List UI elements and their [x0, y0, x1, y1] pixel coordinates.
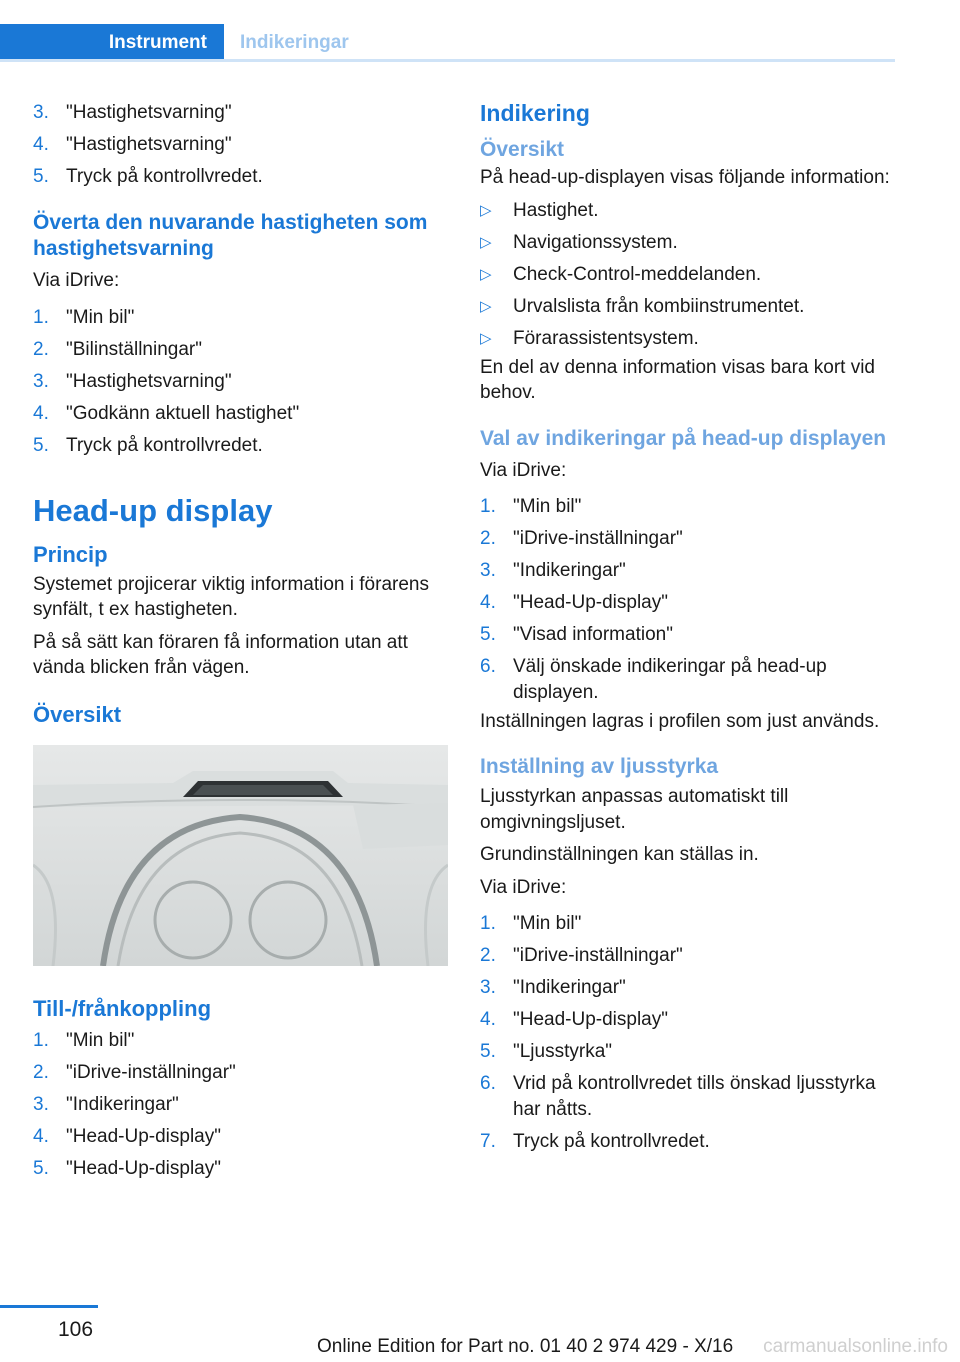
list-number: 2.: [33, 1061, 49, 1083]
triangle-right-outline-icon: ▷: [480, 233, 492, 251]
list-number: 1.: [480, 913, 496, 934]
info-bullet-list: [480, 198, 900, 352]
list-item: [33, 100, 448, 126]
list-item: [480, 911, 900, 937]
right-column: [480, 100, 900, 1161]
list-text: Vrid på kontrollvredet tills önskad ljusstyrka har nåtts.: [513, 1073, 876, 1120]
list-text: "Min bil": [513, 913, 582, 934]
watermark: carmanualsonline.info: [763, 1336, 948, 1357]
list-text: "Head-Up-display": [66, 1125, 221, 1147]
list-number: 4.: [33, 1125, 49, 1147]
list-item: [33, 132, 448, 158]
tab-instrument[interactable]: Instrument: [0, 24, 224, 62]
header-rule: [0, 59, 895, 62]
list-number: 2.: [480, 945, 496, 966]
via-idrive-3: Via iDrive:: [480, 876, 567, 898]
list-text: "Head-Up-display": [513, 592, 668, 613]
triangle-right-outline-icon: ▷: [480, 265, 492, 283]
left-column: [33, 100, 448, 1188]
hud-dashboard-image: [33, 745, 448, 966]
bullet-text: Förarassistentsystem.: [513, 327, 699, 349]
list-item: [33, 337, 448, 363]
list-text: Tryck på kontrollvredet.: [513, 1130, 710, 1152]
steps-hastighetsvarning: [33, 100, 448, 190]
list-text: "Head-Up-display": [513, 1009, 668, 1030]
list-text: "Indikeringar": [513, 977, 626, 998]
list-number: 6.: [480, 656, 496, 677]
list-number: 1.: [480, 496, 496, 517]
list-item: [33, 369, 448, 395]
list-item: [480, 1039, 900, 1065]
oversikt-text: På head-up-displayen visas följande information:: [480, 167, 890, 188]
bullet-text: Navigationssystem.: [513, 231, 678, 253]
del-text: En del av denna information visas bara kort vid behov.: [480, 356, 875, 403]
list-text: "Godkänn aktuell hastighet": [66, 402, 300, 424]
tab-indikeringar[interactable]: Indikeringar: [240, 32, 349, 53]
triangle-right-outline-icon: ▷: [480, 297, 492, 315]
list-item: [33, 1028, 448, 1054]
steps-till-fran: [33, 1028, 448, 1182]
lagras-text: Inställningen lagras i profilen som just används.: [480, 710, 880, 732]
steps-ljusstyrka: [480, 911, 900, 1154]
bullet-text: Check-Control-meddelanden.: [513, 263, 762, 285]
list-text: "Hastighetsvarning": [66, 134, 232, 155]
list-item: [480, 526, 900, 552]
list-number: 5.: [33, 166, 49, 187]
list-item: [33, 401, 448, 427]
list-item: [480, 494, 900, 520]
list-number: 6.: [480, 1073, 496, 1094]
list-number: 1.: [33, 1029, 49, 1051]
list-item: [33, 1060, 448, 1086]
list-text: "Ljusstyrka": [513, 1041, 613, 1062]
list-number: 2.: [33, 338, 49, 360]
page-number: 106: [58, 1318, 94, 1341]
princip-text-1: Systemet projicerar viktig information i förarens synfält, t ex hastigheten.: [33, 573, 429, 620]
list-item: [33, 1092, 448, 1118]
list-number: 1.: [33, 306, 49, 328]
list-item: [480, 1007, 900, 1033]
heading-overta-hastighet: Överta den nuvarande hastigheten som hastighetsvarning: [33, 211, 428, 260]
list-number: 3.: [33, 1093, 49, 1115]
bullet-text: Hastighet.: [513, 199, 599, 221]
list-number: 7.: [480, 1130, 496, 1152]
list-text: "Min bil": [66, 306, 135, 328]
list-number: 4.: [33, 402, 49, 424]
list-item: [480, 654, 900, 705]
edition-text: Online Edition for Part no. 01 40 2 974 429 - X/16: [317, 1336, 734, 1357]
heading-ljusstyrka: Inställning av ljusstyrka: [480, 755, 719, 778]
list-number: 2.: [480, 528, 496, 549]
footer-rule: [0, 1305, 98, 1308]
triangle-right-outline-icon: ▷: [480, 201, 492, 219]
list-item: [33, 305, 448, 331]
heading-oversikt-left: Översikt: [33, 701, 122, 727]
list-item: [480, 943, 900, 969]
bullet-text: Urvalslista från kombiinstrumentet.: [513, 295, 805, 317]
list-item: [33, 1124, 448, 1150]
list-item: [33, 164, 448, 190]
steps-val: [480, 494, 900, 705]
list-number: 4.: [480, 592, 496, 613]
steps-overta: [33, 305, 448, 459]
list-item: [480, 590, 900, 616]
list-item: [480, 230, 900, 256]
list-text: "Indikeringar": [66, 1093, 179, 1115]
heading-oversikt-right: Översikt: [480, 138, 565, 161]
list-number: 5.: [480, 624, 496, 645]
list-item: [480, 1071, 900, 1122]
list-item: [480, 975, 900, 1001]
list-text: "Hastighetsvarning": [66, 102, 232, 123]
list-number: 5.: [33, 1157, 49, 1179]
ljus-text-1: Ljusstyrkan anpassas automatiskt till omgivningsljuset.: [480, 786, 789, 833]
dashboard-illustration: [33, 745, 448, 966]
list-text: "iDrive-inställningar": [513, 945, 683, 966]
list-text: Välj önskade indikeringar på head-up displayen.: [513, 656, 827, 703]
list-item: [480, 622, 900, 648]
heading-till-fran: Till-/frånkoppling: [33, 995, 212, 1021]
heading-indikering: Indikering: [480, 100, 590, 126]
list-text: Tryck på kontrollvredet.: [66, 166, 263, 187]
list-text: "Indikeringar": [513, 560, 626, 581]
heading-head-up-display: Head-up display: [33, 492, 273, 528]
list-text: "Visad information": [513, 624, 673, 645]
list-item: [480, 262, 900, 288]
list-text: "Head-Up-display": [66, 1157, 221, 1179]
list-number: 5.: [480, 1041, 496, 1062]
list-text: "Bilinställningar": [66, 338, 202, 360]
ljus-text-2: Grundinställningen kan ställas in.: [480, 844, 759, 865]
triangle-right-outline-icon: ▷: [480, 329, 492, 347]
list-number: 5.: [33, 434, 49, 456]
list-text: "Min bil": [513, 496, 582, 517]
list-item: [480, 558, 900, 584]
heading-val-av-indikeringar: Val av indikeringar på head-up displayen: [480, 426, 887, 450]
list-text: Tryck på kontrollvredet.: [66, 434, 263, 456]
list-item: [480, 326, 900, 352]
list-item: [480, 1129, 900, 1155]
via-idrive-1: Via iDrive:: [33, 270, 120, 291]
princip-text-2: På så sätt kan föraren få information utan att vända blicken från vägen.: [33, 631, 408, 678]
list-number: 3.: [480, 560, 496, 581]
list-item: [480, 294, 900, 320]
list-number: 4.: [480, 1009, 496, 1030]
list-text: "iDrive-inställningar": [66, 1061, 236, 1083]
heading-princip: Princip: [33, 541, 108, 567]
header-tabs: [0, 24, 895, 62]
list-number: 3.: [480, 977, 496, 998]
list-item: [480, 198, 900, 224]
list-number: 4.: [33, 134, 49, 155]
list-text: "iDrive-inställningar": [513, 528, 683, 549]
list-number: 3.: [33, 370, 49, 392]
list-text: "Hastighetsvarning": [66, 370, 232, 392]
list-item: [33, 1156, 448, 1182]
via-idrive-2: Via iDrive:: [480, 459, 567, 481]
list-item: [33, 433, 448, 459]
list-number: 3.: [33, 102, 49, 123]
list-text: "Min bil": [66, 1029, 135, 1051]
